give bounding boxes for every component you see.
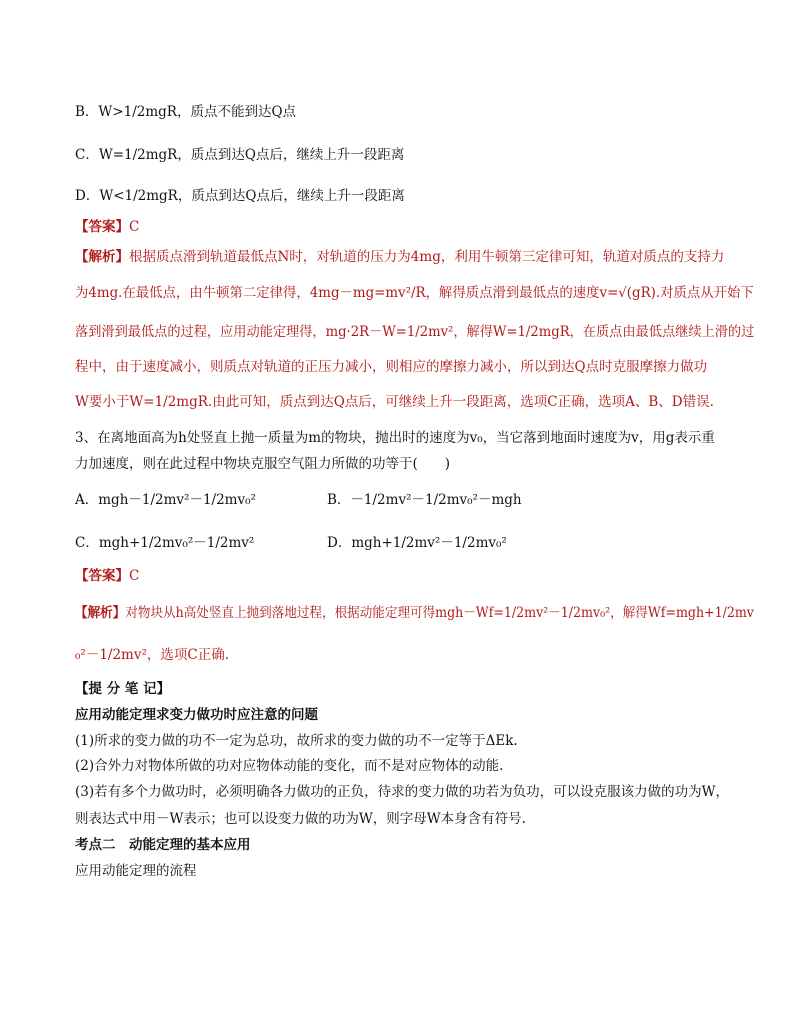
notes-subtitle: 应用动能定理求变力做功时应注意的问题	[75, 707, 318, 723]
prev-analysis-line-1	[75, 247, 724, 267]
q3-analysis-line-1	[75, 603, 754, 623]
notes-title: 【提 分 笔 记】	[75, 681, 171, 697]
q3-stem-line-1: 3、在离地面高为h处竖直上抛一质量为m的物块，抛出时的速度为v₀，当它落到地面时速度为v，用g表示重	[75, 430, 715, 446]
q3-option-b: B．－1/2mv²－1/2mv₀²－mgh	[327, 492, 522, 508]
section-2-text: 应用动能定理的流程	[75, 863, 197, 879]
answer-value: C	[129, 568, 140, 584]
notes-item-2: (2)合外力对物体所做的功对应物体动能的变化，而不是对应物体的动能.	[75, 758, 504, 774]
notes-item-1: (1)所求的变力做的功不一定为总功，故所求的变力做的功不一定等于ΔEk.	[75, 733, 518, 749]
prev-analysis-line-2: 为4mg.在最低点，由牛顿第二定律得，4mg－mg=mv²/R，解得质点滑到最低点的速度v=√(gR).对质点从开始下	[75, 285, 754, 301]
q3-stem-line-2: 力加速度，则在此过程中物块克服空气阻力所做的功等于( )	[75, 456, 451, 472]
analysis-text: 对物块从h高处竖直上抛到落地过程，根据动能定理可得mgh－Wf=1/2mv²－1/2mv₀²，解得Wf=mgh+1/2mv	[125, 605, 754, 621]
answer-tag: 【答案】	[75, 568, 129, 584]
prev-option-b: B．W>1/2mgR，质点不能到达Q点	[75, 104, 297, 120]
analysis-text: 根据质点滑到轨道最低点N时，对轨道的压力为4mg，利用牛顿第三定律可知，轨道对质点的支持力	[129, 249, 725, 265]
prev-option-d: D．W<1/2mgR，质点到达Q点后，继续上升一段距离	[75, 188, 405, 204]
prev-analysis-line-5: W要小于W=1/2mgR.由此可知，质点到达Q点后，可继续上升一段距离，选项C正确，选项A、B、D错误.	[75, 394, 714, 410]
analysis-tag: 【解析】	[75, 249, 129, 265]
section-2-title: 考点二 动能定理的基本应用	[75, 837, 251, 853]
prev-answer-line	[75, 217, 139, 237]
q3-option-c: C．mgh+1/2mv₀²－1/2mv²	[75, 535, 255, 551]
notes-item-4: 则表达式中用－W表示；也可以设变力做的功为W，则字母W本身含有符号.	[75, 811, 526, 827]
answer-value: C	[129, 219, 140, 235]
q3-option-d: D．mgh+1/2mv²－1/2mv₀²	[327, 535, 507, 551]
prev-analysis-line-4: 程中，由于速度减小，则质点对轨道的正压力减小，则相应的摩擦力减小，所以到达Q点时克服摩擦力做功	[75, 359, 708, 375]
prev-option-c: C．W=1/2mgR，质点到达Q点后，继续上升一段距离	[75, 147, 405, 163]
analysis-tag: 【解析】	[75, 605, 126, 621]
prev-analysis-line-3: 落到滑到最低点的过程，应用动能定理得，mg·2R－W=1/2mv²，解得W=1/2mgR，在质点由最低点继续上滑的过	[75, 324, 755, 340]
q3-option-a: A．mgh－1/2mv²－1/2mv₀²	[75, 492, 256, 508]
notes-item-3: (3)若有多个力做功时，必须明确各力做功的正负，待求的变力做的功若为负功，可以设克服该力做的功为W，	[75, 784, 729, 800]
answer-tag: 【答案】	[75, 219, 129, 235]
q3-answer-line	[75, 566, 139, 586]
q3-analysis-line-2: ₀²－1/2mv²，选项C正确.	[75, 647, 230, 663]
